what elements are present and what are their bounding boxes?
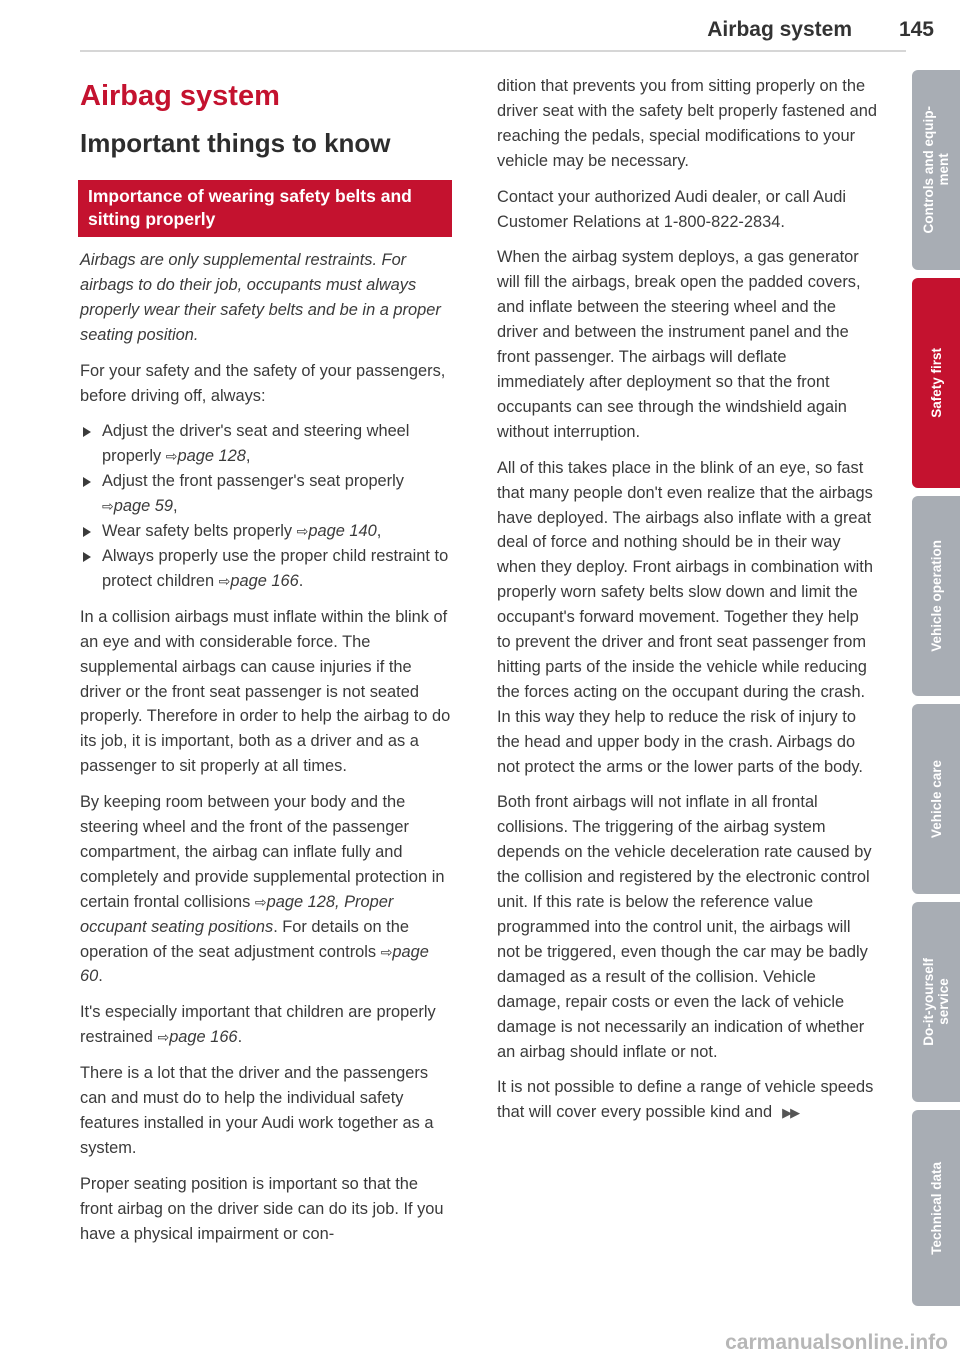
continue-arrow-icon: ▶▶ bbox=[782, 1105, 799, 1121]
paragraph: It's especially important that children are properly restrained ⇨page 166. bbox=[80, 1003, 436, 1047]
side-tab-safety-first[interactable] bbox=[912, 278, 960, 488]
paragraph: By keeping room between your body and the steering wheel and the front of the passenger compartment, the airbag can inflate fully and completely and provide supplemental protection in certain frontal collisions ⇨page 128, Proper occupant seating positions. For details on the operation of the seat adjustment controls ⇨page 60. bbox=[80, 793, 445, 986]
paragraph: dition that prevents you from sitting properly on the driver seat with the safety belt properly fastened and reaching the pedals, special modifications to your vehicle may be necessary. bbox=[497, 77, 877, 170]
chapter-title: Airbag system bbox=[80, 80, 280, 112]
side-tab-label: Vehicle operation bbox=[928, 540, 944, 652]
bullet-item: Adjust the driver's seat and steering wheel properly ⇨page 128, bbox=[80, 419, 452, 469]
reference-arrow-icon: ⇨ bbox=[218, 572, 231, 589]
side-tab-label: Technical data bbox=[928, 1161, 944, 1255]
running-head: Airbag system bbox=[707, 18, 852, 41]
paragraph: Proper seating position is important so that the front airbag on the driver side can do its job. If you have a physical impairment or con- bbox=[80, 1174, 444, 1243]
reference-arrow-icon: ⇨ bbox=[157, 1029, 170, 1046]
side-tab-vehicle-care[interactable] bbox=[912, 704, 960, 894]
bullet-item: Adjust the front passenger's seat properly ⇨page 59, bbox=[80, 469, 452, 519]
page-reference-link[interactable]: page 59 bbox=[113, 497, 173, 516]
watermark: carmanualsonline.info bbox=[725, 1331, 948, 1354]
paragraph: Both front airbags will not inflate in all frontal collisions. The triggering of the airbag system depends on the vehicle deceleration rate caused by the collision and registered by the electronic control unit. If this rate is below the reference value programmed into the control unit, the airbags will not be triggered, even though the car may be badly damaged as a result of the collision. Vehicle damage, repair costs or even the lack of vehicle damage is not necessarily an indication of whether an airbag should inflate or not. bbox=[497, 793, 872, 1061]
paragraph: There is a lot that the driver and the passengers can and must do to help the individual safety features installed in your Audi work together as a system. bbox=[80, 1064, 434, 1157]
page-reference-link[interactable]: page 128 bbox=[177, 447, 246, 466]
side-tab-technical-data[interactable] bbox=[912, 1110, 960, 1306]
bullet-list bbox=[80, 419, 452, 593]
reference-arrow-icon: ⇨ bbox=[296, 523, 309, 540]
side-tab-label: Do-it-yourself service bbox=[921, 958, 951, 1046]
sub-heading: Importance of wearing safety belts and sitting properly bbox=[78, 180, 452, 237]
paragraph: All of this takes place in the blink of an eye, so fast that many people don't even realize that the airbags have deployed. The airbags also inflate with a great deal of force and nothing should be in their way when they deploy. Front airbags in combination with properly worn safety belts slow down and limit the occupant's forward movement. Together they help to prevent the driver and front seat passenger from hitting parts of the inside the vehicle while reducing the forces acting on the occupant during the crash. In this way they help to reduce the risk of injury to the head and upper body in the crash. Airbags do not protect the arms or the lower parts of the body. bbox=[497, 458, 873, 776]
intro-paragraph: Airbags are only supplemental restraints. For airbags to do their job, occupants must always properly wear their safety belts and be in a proper seating position. bbox=[80, 251, 441, 344]
right-column bbox=[497, 74, 877, 1137]
page-reference-link[interactable]: page 128, Proper occupant seating positions bbox=[80, 892, 394, 936]
side-tab-label: Controls and equip- ment bbox=[921, 106, 951, 234]
section-title: Important things to know bbox=[80, 128, 391, 158]
paragraph: It is not possible to define a range of vehicle speeds that will cover every possible kind and ▶▶ bbox=[497, 1075, 877, 1126]
side-tab-controls[interactable] bbox=[912, 70, 960, 270]
reference-arrow-icon: ⇨ bbox=[165, 448, 178, 465]
page-reference-link[interactable]: page 140 bbox=[308, 522, 377, 541]
bullet-item: Wear safety belts properly ⇨page 140, bbox=[80, 519, 452, 544]
side-tab-label: Safety first bbox=[928, 348, 944, 418]
page-reference-link[interactable]: page 166 bbox=[230, 571, 299, 590]
page-reference-link[interactable]: page 166 bbox=[169, 1028, 238, 1047]
reference-arrow-icon: ⇨ bbox=[380, 943, 393, 960]
side-tab-label: Vehicle care bbox=[928, 759, 944, 839]
paragraph: Contact your authorized Audi dealer, or call Audi Customer Relations at 1-800-822-2834. bbox=[497, 187, 846, 231]
page-number: 145 bbox=[898, 18, 934, 41]
paragraph: For your safety and the safety of your passengers, before driving off, always: bbox=[80, 361, 446, 405]
reference-arrow-icon: ⇨ bbox=[102, 498, 114, 515]
paragraph: When the airbag system deploys, a gas generator will fill the airbags, break open the padded covers, and inflate between the steering wheel and the driver and between the instrument panel and the front passenger. The airbags will deflate immediately after deployment so that the front occupants can see through the windshield again without interruption. bbox=[497, 248, 861, 441]
side-tab-do-it-yourself[interactable] bbox=[912, 902, 960, 1102]
page-reference-link[interactable]: page 60 bbox=[80, 942, 429, 986]
reference-arrow-icon: ⇨ bbox=[254, 893, 267, 910]
side-tab-vehicle-operation[interactable] bbox=[912, 496, 960, 696]
bullet-item: Always properly use the proper child restraint to protect children ⇨page 166. bbox=[80, 544, 452, 594]
left-column bbox=[80, 74, 452, 1258]
header-rule bbox=[80, 50, 906, 52]
paragraph: In a collision airbags must inflate within the blink of an eye and with considerable force. The supplemental airbags can cause injuries if the driver or the front seat passenger is not seated properly. Therefore in order to help the airbag to do its job, it is important, both as a driver and as a passenger to sit properly at all times. bbox=[80, 607, 451, 776]
